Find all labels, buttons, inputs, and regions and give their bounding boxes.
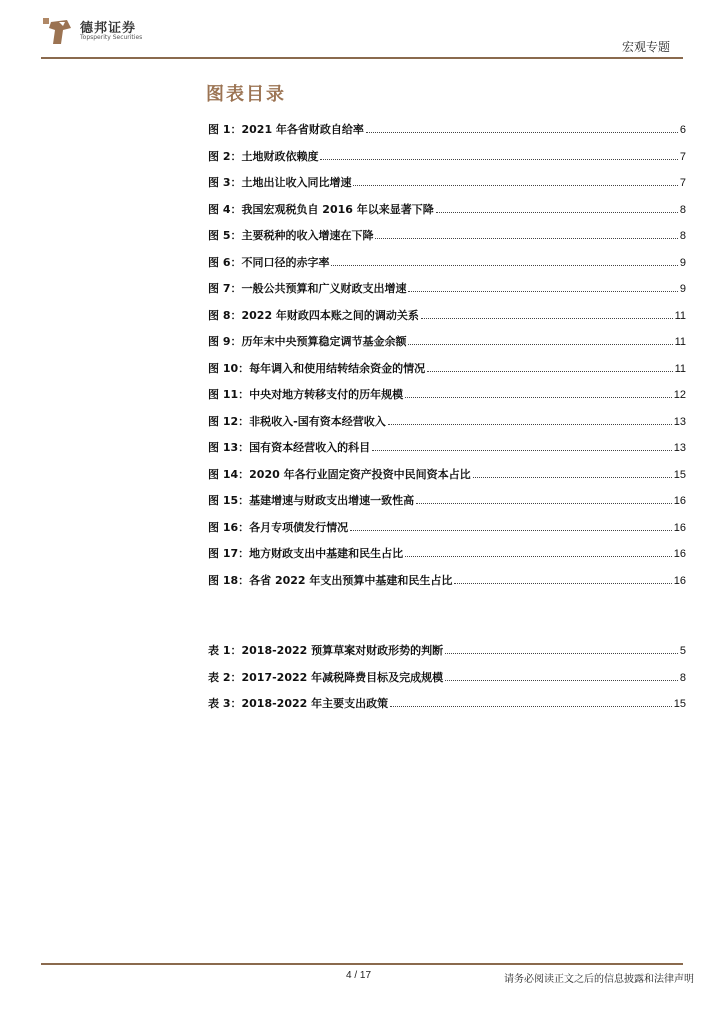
toc-entry[interactable] [208, 202, 686, 229]
toc-entry-page: 12 [673, 389, 686, 401]
figures-list [208, 122, 686, 599]
toc-entry-label: 图 5：主要税种的收入增速在下降 [208, 229, 374, 242]
toc-entry-label: 图 18：各省 2022 年支出预算中基建和民生占比 [208, 573, 453, 587]
brand-name: 德邦证券 [80, 21, 137, 36]
logo-icon [41, 16, 73, 48]
toc-entry-page: 9 [679, 256, 686, 269]
toc-entry-label: 图 1：2021 年各省财政自给率 [208, 123, 364, 136]
toc-entry-page: 8 [679, 230, 686, 242]
section-label: 宏观专题 [621, 40, 670, 54]
toc-entry[interactable] [208, 149, 686, 176]
dot-leader [331, 265, 677, 266]
page-number: 4 / 17 [346, 970, 372, 981]
toc-entry[interactable] [208, 493, 686, 520]
toc-entry-label: 图 13：国有资本经营收入的科目 [208, 441, 371, 454]
toc-entry-label: 图 16：各月专项债发行情况 [208, 520, 349, 534]
dot-leader [353, 185, 677, 186]
toc-entry[interactable] [208, 308, 686, 335]
toc-entry-label: 图 4：我国宏观税负自 2016 年以来显著下降 [208, 202, 434, 216]
toc-entry-label: 表 3：2018-2022 年主要支出政策 [208, 697, 389, 710]
tables-list [208, 643, 686, 723]
toc-entry[interactable] [208, 281, 686, 308]
toc-entry[interactable] [208, 546, 686, 573]
toc-entry[interactable] [208, 361, 686, 388]
toc-entry-label: 图 14：2020 年各行业固定资产投资中民间资本占比 [208, 467, 471, 481]
toc-entry[interactable] [208, 520, 686, 547]
dot-leader [366, 132, 678, 133]
footer-divider [41, 963, 683, 965]
toc-entry[interactable] [208, 334, 686, 361]
toc-entry[interactable] [208, 643, 686, 670]
toc-entry-page: 13 [673, 442, 686, 454]
disclaimer-note: 请务必阅读正文之后的信息披露和法律声明 [504, 974, 694, 985]
dot-leader [408, 344, 672, 345]
toc-entry-page: 9 [679, 283, 686, 295]
dot-leader [375, 238, 677, 239]
toc-entry-page: 11 [674, 362, 686, 375]
dot-leader [388, 424, 672, 425]
dot-leader [427, 371, 672, 372]
toc-entry-page: 8 [679, 671, 686, 684]
toc-entry-page: 16 [673, 548, 686, 560]
toc-entry-label: 图 9：历年末中央预算稳定调节基金余额 [208, 335, 407, 348]
dot-leader [421, 318, 673, 319]
toc-entry-page: 11 [674, 336, 686, 348]
dot-leader [350, 530, 672, 531]
toc-entry[interactable] [208, 228, 686, 255]
dot-leader [372, 450, 672, 451]
toc-entry-page: 16 [673, 495, 686, 507]
toc-entry-label: 图 15：基建增速与财政支出增速一致性高 [208, 494, 415, 507]
dot-leader [405, 556, 672, 557]
toc-entry-label: 图 8：2022 年财政四本账之间的调动关系 [208, 308, 419, 322]
toc-entry-label: 表 1：2018-2022 预算草案对财政形势的判断 [208, 644, 444, 657]
toc-entry-page: 15 [673, 698, 686, 710]
toc-entry-page: 13 [673, 415, 686, 428]
toc-entry-page: 16 [673, 521, 686, 534]
dot-leader [436, 212, 678, 213]
toc-entry-page: 7 [679, 150, 686, 163]
toc-title: 图表目录 [206, 84, 286, 105]
toc-entry-label: 图 17：地方财政支出中基建和民生占比 [208, 547, 404, 560]
header-divider [41, 57, 683, 59]
toc-entry-page: 8 [679, 203, 686, 216]
toc-entry[interactable] [208, 573, 686, 600]
toc-entry-page: 15 [673, 468, 686, 481]
dot-leader [405, 397, 672, 398]
dot-leader [445, 653, 678, 654]
toc-entry-page: 6 [679, 124, 686, 136]
toc-entry-page: 5 [679, 645, 686, 657]
toc-entry-page: 7 [679, 177, 686, 189]
toc-entry[interactable] [208, 255, 686, 282]
dot-leader [390, 706, 672, 707]
dot-leader [473, 477, 672, 478]
toc-entry-label: 图 6：不同口径的赤字率 [208, 255, 330, 269]
toc-entry[interactable] [208, 387, 686, 414]
toc-entry[interactable] [208, 414, 686, 441]
toc-entry-label: 图 2：土地财政依赖度 [208, 149, 319, 163]
toc-entry-label: 表 2：2017-2022 年减税降费目标及完成规模 [208, 670, 444, 684]
toc-entry[interactable] [208, 696, 686, 723]
toc-entry[interactable] [208, 467, 686, 494]
toc-entry-page: 16 [673, 574, 686, 587]
dot-leader [445, 680, 678, 681]
page-header [0, 0, 724, 60]
toc-entry-page: 11 [674, 309, 686, 322]
toc-entry-label: 图 3：土地出让收入同比增速 [208, 176, 352, 189]
toc-entry-label: 图 7：一般公共预算和广义财政支出增速 [208, 282, 407, 295]
toc-entry[interactable] [208, 175, 686, 202]
toc-entry-label: 图 10：每年调入和使用结转结余资金的情况 [208, 361, 426, 375]
toc-entry[interactable] [208, 122, 686, 149]
toc-entry-label: 图 11：中央对地方转移支付的历年规模 [208, 388, 404, 401]
dot-leader [408, 291, 677, 292]
toc-entry[interactable] [208, 670, 686, 697]
toc-entry-label: 图 12：非税收入-国有资本经营收入 [208, 414, 386, 428]
toc-entry[interactable] [208, 440, 686, 467]
dot-leader [416, 503, 672, 504]
dot-leader [320, 159, 677, 160]
dot-leader [454, 583, 671, 584]
brand-name-en: Topsperity Securities [80, 34, 143, 41]
